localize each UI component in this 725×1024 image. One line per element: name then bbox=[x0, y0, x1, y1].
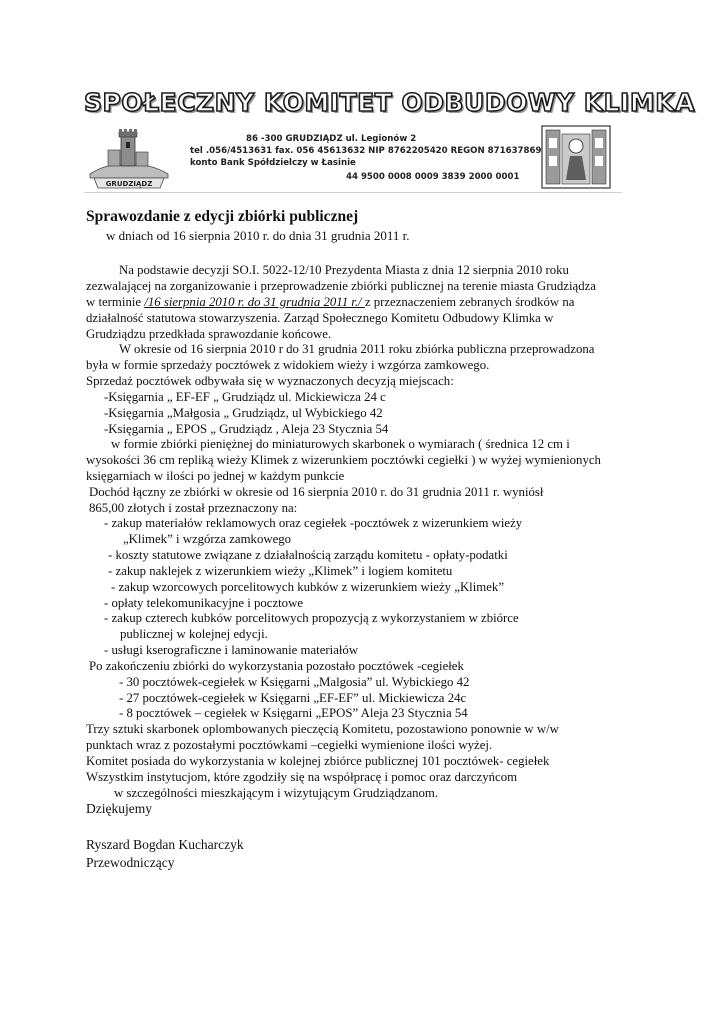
remaining-item: - 27 pocztówek-cegiełek w Księgarni „EF-EF” ul. Mickiewicza 24c bbox=[119, 691, 467, 705]
city-crest-icon bbox=[88, 122, 170, 190]
thanks-line: Dziękujemy bbox=[86, 801, 152, 816]
expense-item: „Klimek” i wzgórza zamkowego bbox=[123, 532, 292, 546]
bookstore-item: -Księgarnia „Małgosia „ Grudziądz, ul Wybickiego 42 bbox=[104, 406, 383, 420]
paragraph-line: zezwalającej na zorganizowanie i przeprowadzenie zbiórki publicznej na terenie miasta Grudziądza bbox=[86, 279, 596, 293]
remaining-item: - 30 pocztówek-cegiełek w Księgarni „Malgosia” ul. Wybickiego 42 bbox=[119, 675, 470, 689]
paragraph-line: była w formie sprzedaży pocztówek z widokiem wieży i wzgórza zamkowego. bbox=[86, 358, 490, 372]
paragraph-line: Wszystkim instytucjom, które zgodziły się na współpracę i pomoc oraz darczyńcom bbox=[86, 770, 518, 784]
document-title: Sprawozdanie z edycji zbiórki publicznej bbox=[86, 208, 359, 225]
paragraph-line: Na podstawie decyzji SO.I. 5022-12/10 Prezydenta Miasta z dnia 12 sierpnia 2010 roku bbox=[119, 263, 569, 277]
bookstore-item: -Księgarnia „ EPOS „ Grudziądz , Aleja 23 Stycznia 54 bbox=[104, 422, 389, 436]
remaining-item: - 8 pocztówek – cegiełek w Księgarni „EPOS” Aleja 23 Stycznia 54 bbox=[119, 706, 468, 720]
bank-line: konto Bank Spółdzielczy w Łasinie bbox=[190, 158, 356, 168]
signature-name: Ryszard Bogdan Kucharczyk bbox=[86, 837, 244, 852]
expense-item: - usługi kserograficzne i laminowanie materiałów bbox=[104, 643, 359, 657]
letterhead bbox=[84, 84, 695, 194]
paragraph-line: 865,00 złotych i został przeznaczony na: bbox=[89, 501, 298, 515]
expense-item: - koszty statutowe związane z działalnością zarządu komitetu - opłaty-podatki bbox=[108, 548, 508, 562]
committee-banner: SPOŁECZNY KOMITET ODBUDOWY KLIMKA bbox=[84, 88, 695, 117]
address-line: 86 -300 GRUDZIĄDZ ul. Legionów 2 bbox=[246, 134, 417, 144]
bookstore-item: -Księgarnia „ EF-EF „ Grudziądz ul. Mickiewicza 24 c bbox=[104, 390, 386, 404]
paragraph-line: punktach wraz z pozostałymi pocztówkami –cegiełki wymienione ilości wyżej. bbox=[86, 738, 493, 752]
text-span: w terminie bbox=[86, 295, 145, 309]
paragraph-line: Trzy sztuki skarbonek oplombowanych pieczęcią Komitetu, pozostawiono ponownie w w/w bbox=[86, 722, 559, 736]
paragraph-line: W okresie od 16 sierpnia 2010 r do 31 grudnia 2011 roku zbiórka publiczna przeprowadzona bbox=[119, 342, 595, 356]
expense-item: - zakup naklejek z wizerunkiem wieży „Klimek” i logiem komitetu bbox=[108, 564, 453, 578]
expense-item: - zakup czterech kubków porcelitowych propozycją z wykorzystaniem w zbiórce bbox=[104, 611, 519, 625]
paragraph-line: Komitet posiada do wykorzystania w kolejnej zbiórce publicznej 101 pocztówek- cegiełek bbox=[86, 754, 550, 768]
paragraph-line: Dochód łączny ze zbiórki w okresie od 16 sierpnia 2010 r. do 31 grudnia 2011 r. wyniósł bbox=[89, 485, 544, 499]
paragraph-line: Grudziądzu przedkłada sprawozdanie końcowe. bbox=[86, 327, 332, 341]
paragraph-line: księgarniach w ilości po jednej w każdym punkcie bbox=[86, 469, 345, 483]
paragraph-line: wysokości 36 cm repliką wieży Klimek z wizerunkiem pocztówki cegiełki ) w wyżej wymienionych bbox=[86, 453, 601, 467]
phone-fax-line: tel .056/4513631 fax. 056 45613632 NIP 8762205420 REGON 871637869 bbox=[190, 146, 542, 156]
paragraph-line: Sprzedaż pocztówek odbywała się w wyznaczonych decyzją miejscach: bbox=[86, 374, 454, 388]
account-number: 44 9500 0008 0009 3839 2000 0001 bbox=[346, 172, 520, 182]
crest-caption: GRUDZIĄDZ bbox=[105, 180, 153, 188]
paragraph-line: działalność statutowa stowarzyszenia. Zarząd Społecznego Komitetu Odbudowy Klimka w bbox=[86, 311, 554, 325]
expense-item: - opłaty telekomunikacyjne i pocztowe bbox=[104, 596, 303, 610]
paragraph-line: w formie zbiórki pieniężnej do miniaturowych skarbonek o wymiarach ( średnica 12 cm i bbox=[111, 437, 570, 451]
expense-item: publicznej w kolejnej edycji. bbox=[120, 627, 268, 641]
paragraph-line bbox=[86, 294, 574, 310]
paragraph-line: w szczególności mieszkającym i wizytującym Grudziądzanom. bbox=[114, 786, 439, 800]
document-subtitle: w dniach od 16 sierpnia 2010 r. do dnia 31 grudnia 2011 r. bbox=[106, 228, 410, 243]
letterhead-divider bbox=[84, 192, 622, 193]
underlined-date-range: /16 sierpnia 2010 r. do 31 grudnia 2011 r./ bbox=[144, 295, 365, 309]
paragraph-line: Po zakończeniu zbiórki do wykorzystania pozostało pocztówek -cegiełek bbox=[89, 659, 464, 673]
text-span: z przeznaczeniem zebranych środków na bbox=[364, 295, 575, 309]
signature-role: Przewodniczący bbox=[86, 855, 175, 870]
expense-item: - zakup materiałów reklamowych oraz cegiełek -pocztówek z wizerunkiem wieży bbox=[104, 516, 523, 530]
saint-emblem-icon bbox=[540, 124, 612, 190]
expense-item: - zakup wzorcowych porcelitowych kubków z wizerunkiem wieży „Klimek” bbox=[111, 580, 505, 594]
